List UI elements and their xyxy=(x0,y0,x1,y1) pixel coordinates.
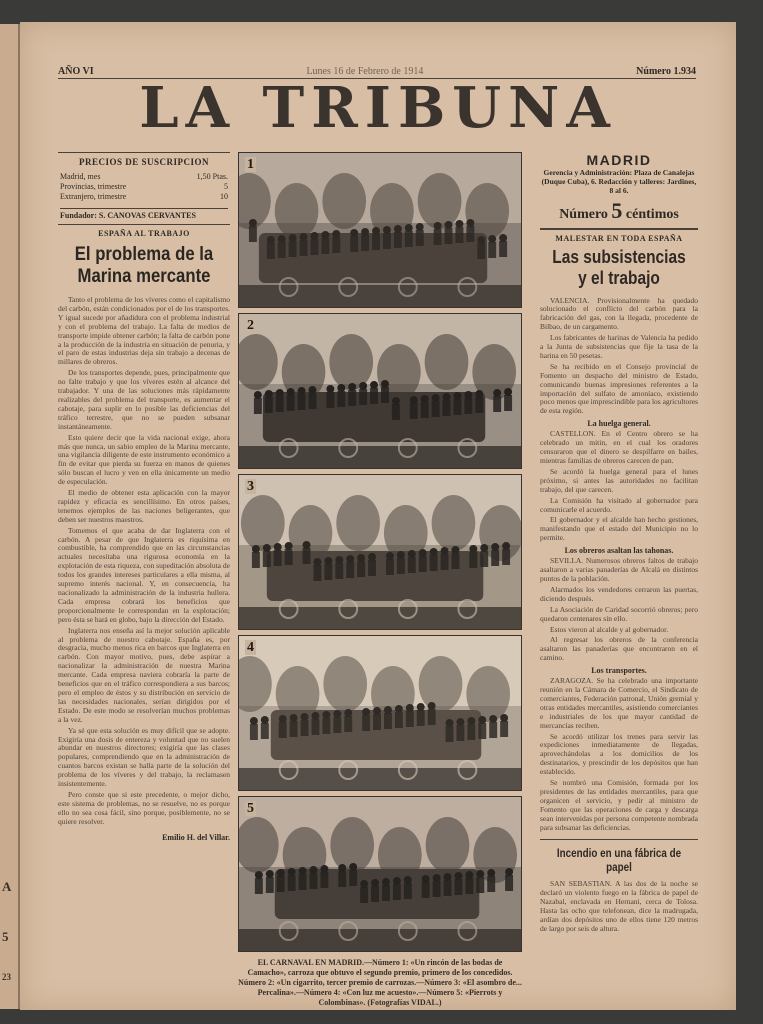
photo-image xyxy=(239,636,521,790)
price-amount: 1,50 Ptas. xyxy=(196,172,228,181)
edge-mark: 5 xyxy=(2,929,9,944)
paragraph: CASTELLON. En el Centro obrero se ha celebrado un mitin, en el cual los oradores censuraron que el dinero se despilfarre en bailes, mientras familias de obreros carecen de pan. xyxy=(540,429,698,465)
article-body xyxy=(540,880,698,935)
edge-mark: 23 xyxy=(2,972,11,982)
article-headline: El problema de la Marina mercante xyxy=(74,244,214,287)
price-row xyxy=(60,182,228,192)
paragraph: Esto quiere decir que la vida nacional exige, ahora más que nunca, un sabio empleo de la Marina mercante, una vigilancia diligente de este instrumento económico a fin de evitar que pierda su fuerza en manos de quienes sólo buscan el lucro y ven en ella únicamente un medio de especulación. xyxy=(58,432,230,487)
issue-number: Número 1.934 xyxy=(636,66,696,77)
photo-column xyxy=(238,152,522,1008)
price-label: Madrid, mes xyxy=(60,172,101,181)
paragraph: Pero conste que si este precedente, o mejor dicho, este sistema de problemas, no se resuelve, no es porque ello no sea cosa fácil, sino porque, posiblemente, no se quiere resolver. xyxy=(58,789,230,826)
section-tag: ESPAÑA AL TRABAJO xyxy=(98,229,190,238)
paragraph: Tanto el problema de los víveres como el capitalismo del carbón, están condicionados por el de los transportes. Y igual sucede por añadidura con el problema industrial y con el problema del trabajo. La falta de medios de transporte impide obtener carbón; la falta de carbón pone a la producción de la industria en situación de penuria, y el paro de estas industrias deja sin trabajo a decenas de millares de obreros. xyxy=(58,296,230,367)
price-line xyxy=(540,198,698,224)
subscription-box xyxy=(58,152,230,225)
paragraph: Se acordó la huelga general para el lunes próximo, si antes las autoridades no facilitan trabajo, del que carecen. xyxy=(540,466,698,494)
divider xyxy=(540,228,698,230)
price-row xyxy=(60,172,228,182)
photo-stack xyxy=(238,152,522,952)
photo-caption: EL CARNAVAL EN MADRID.—Número 1: «Un rincón de las bodas de Camacho», carroza que obtuvo el segundo premio, primero de los concedidos. Número 2: «Un cigarrito, tercer premio de carrozas.—Número 3: «El asombro de... Percalina».—Número 4: «Con luz me acuesto».—Número 5: «Pierrots y Colombinas». (Fotografías VIDAL.) xyxy=(238,958,522,1007)
paragraph: La Comisión ha visitado al gobernador para comunicarle el acuerdo. xyxy=(540,495,698,514)
price-amount: 5 xyxy=(224,182,228,191)
masthead: LA TRIBUNA xyxy=(139,75,617,141)
photo-number: 5 xyxy=(247,801,254,816)
paragraph: Ya sé que esta solución es muy difícil que se adopte. Exigiría una dosis de entereza y voluntad que no suelen abundar en nuestros directores; exigiría que las clases populares, comprendiendo que en la administración de cuantos barcos existan se halla parte de la solución del problema de los víveres y del trabajo, la reclamasen insistentemente. xyxy=(58,725,230,789)
paragraph: Al regresar los obreros de la conferencia asaltaron las panaderías que encontraron en el camino. xyxy=(540,635,698,663)
price-row xyxy=(60,192,228,202)
photo-image xyxy=(239,797,521,951)
photo-image xyxy=(239,475,521,629)
carnival-photo xyxy=(238,635,522,791)
issue-date: Lunes 16 de Febrero de 1914 xyxy=(306,66,424,77)
newspaper-page xyxy=(20,22,736,1010)
section-tag: MALESTAR EN TODA ESPAÑA xyxy=(555,233,683,243)
paragraph: Alarmados los vendedores cerraron las puertas, diciendo después. xyxy=(540,584,698,603)
previous-page-edge xyxy=(0,24,20,1009)
paragraph: VALENCIA. Provisionalmente ha quedado solucionado el conflicto del carbón para la fabricación del gas, con la llegada, procedente de Bilbao, de un cargamento. xyxy=(540,296,698,332)
paragraph: SAN SEBASTIAN. A las dos de la noche se declaró un violento fuego en la fábrica de papel de Nazabal, enclavada en Hernani, cerca de Tolosa. Hasta las ocho que telefonean, dice la madrugada, ardían dos depósitos uno de ellos tiene 120 metros de largo por seis de altura. xyxy=(540,880,698,933)
article-headline: Incendio en una fábrica de papel xyxy=(556,846,682,875)
subheading: La huelga general. xyxy=(587,419,651,429)
carnival-photo xyxy=(238,152,522,308)
subscription-title: PRECIOS DE SUSCRIPCION xyxy=(78,157,210,167)
subheading: Los obreros asaltan las tahonas. xyxy=(564,546,674,556)
price-value: 5 xyxy=(611,198,623,223)
carnival-photo xyxy=(238,796,522,952)
article-headline: Las subsistencias y el trabajo xyxy=(552,246,686,288)
carnival-photo xyxy=(238,474,522,630)
founder-line: Fundador: S. CANOVAS CERVANTES xyxy=(60,208,228,220)
city-name: MADRID xyxy=(586,152,652,168)
subscription-prices xyxy=(60,172,228,202)
photo-number: 4 xyxy=(247,640,254,655)
year-label: AÑO VI xyxy=(58,66,94,77)
address: Gerencia y Administración: Plaza de Canalejas (Duque Cuba), 6. Redacción y talleres: Jardines, 8 al 6. xyxy=(541,168,697,195)
subheading: Los transportes. xyxy=(591,666,647,676)
paragraph: Estos vieron al alcalde y al gobernador. xyxy=(550,624,669,634)
article-body xyxy=(540,297,698,835)
paragraph: Se ha recibido en el Consejo provincial de Fomento un despacho del ministro de Estado, comunicando buenas impresiones referentes a la importación del sulfato de amoníaco, existiendo poco menos que imprescindible para los agricultores de esta región. xyxy=(540,361,698,416)
paragraph: El medio de obtener esta aplicación con la mayor rapidez y eficacia es sencillísimo. En otros países, tenemos ejemplos de las naciones beligerantes, que deben ser nuestros maestros. xyxy=(58,488,230,524)
price-amount: 10 xyxy=(220,192,228,201)
photo-number: 3 xyxy=(247,479,254,494)
paragraph: La Asociación de Caridad socorrió obreros; pero quedaron centenares sin ello. xyxy=(540,604,698,623)
paragraph: SEVILLA. Numerosos obreros faltos de trabajo asaltaron a varias panaderías de Alcalá en distintos puntos de la población. xyxy=(540,556,698,583)
price-label: Extranjero, trimestre xyxy=(60,192,127,201)
price-suffix: céntimos xyxy=(625,207,679,222)
paragraph: Se nombró una Comisión, formada por los presidentes de las entidades mercantiles, para que organicen el servicio, y pedir al ministro de Fomento que las operaciones de carga y descarga sean intervenidas por persona competente nombrada para subsanar las deficiencias. xyxy=(540,778,698,832)
paragraph: Los fabricantes de harinas de Valencia ha pedido a la Junta de subsistencias que fije la tasa de la harina en 50 pesetas. xyxy=(540,333,698,360)
divider xyxy=(540,839,698,841)
article-author: Emilio H. del Villar. xyxy=(162,832,230,842)
paragraph: Tomemos el que acaba de dar Inglaterra con el carbón. A pesar de que Inglaterra es riquísima en combustible, ha comprendido que en las circunstancias actuales necesitaba una rigurosa economía en la explotación de esta riqueza, con supeditación absoluta de todos los grandes intereses particulares a ella misma, al supremo interés nacional. Y, en consecuencia, ha nacionalizado la administración de la industria hullera. Cada empresa cobrará los beneficios que proporcionalmente le correspondan en la explotación; pero ésta se hará en globo, bajo la dirección del Estado. xyxy=(58,525,230,624)
photo-number: 1 xyxy=(247,157,254,172)
article-body xyxy=(58,296,230,829)
photo-image xyxy=(239,314,521,468)
right-column xyxy=(540,152,698,935)
paragraph: Inglaterra nos enseña así la mejor solución aplicable al problema de nuestro cabotaje. España es, por desgracia, mucho menos rica en barcos que Inglaterra en carbón. Con mayor motivo, pues, debe aspirar a nacionalizar la administración de nuestra Marina mercante. Cada empresa naviera cobraría la parte de beneficios que en el tráfico correspondiera a sus barcos; pero el empleo de éstos y su distribución en servicio de las necesidades nacionales, serían dirigidos por el Estado. De este modo se resolverían muchos problemas a la vez. xyxy=(58,625,230,724)
left-column xyxy=(58,152,230,842)
paragraph: ZARAGOZA. Se ha celebrado una importante reunión en la Cámara de Comercio, el Sindicato de comerciantes, Federación patronal, Unión gremial y otras entidades mercantiles, asistiendo comerciantes e industriales de los que mayor cantidad de mercancías reciben. xyxy=(540,676,698,730)
paragraph: El gobernador y el alcalde han hecho gestiones, manifestando que el estado del Municipio no lo permite. xyxy=(540,515,698,543)
paragraph: Se acordó utilizar los trenes para servir las expediciones inmediatamente de llegadas, aprovechándolas a los domicilios de los destinatarios, y prescindir de los depósitos que han establecido. xyxy=(540,731,698,777)
price-label: Provincias, trimestre xyxy=(60,182,127,191)
edge-mark: A xyxy=(2,879,12,894)
carnival-photo xyxy=(238,313,522,469)
price-prefix: Número xyxy=(559,207,608,222)
paragraph: De los transportes depende, pues, principalmente que no falte trabajo y que los víveres estén al alcance del trabajador. Y una de las soluciones más rápidamente realizables del problema del transporte, es aumentar el cabotaje, para suplir en lo posible las deficiencias del tráfico terrestre, que no se pueden subsanar instantáneamente. xyxy=(58,368,230,431)
photo-number: 2 xyxy=(247,318,254,333)
photo-image xyxy=(239,153,521,307)
